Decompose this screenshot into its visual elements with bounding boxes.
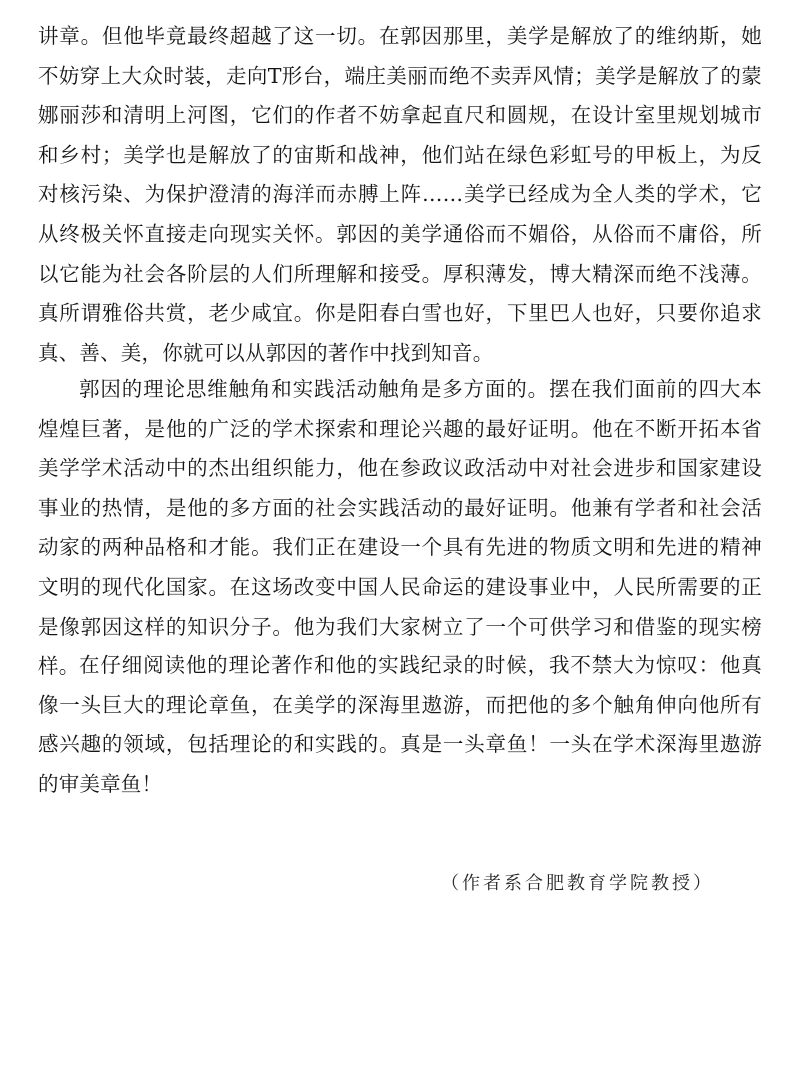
author-signature-note: （作者系合肥教育学院教授） [441,873,714,894]
paragraph-2: 郭因的理论思维触角和实践活动触角是多方面的。摆在我们面前的四大本煌煌巨著，是他的广泛的学术探索和理论兴趣的最好证明。他在不断开拓本省美学学术活动中的杰出组织能力，他在参政议政活动中对社会进步和国家建设事业的热情，是他的多方面的社会实践活动的最好证明。他兼有学者和社会活动家的两种品格和才能。我们正在建设一个具有先进的物质文明和先进的精神文明的现代化国家。在这场改变中国人民命运的建设事业中，人民所需要的正是像郭因这样的知识分子。他为我们大家树立了一个可供学习和借鉴的现实榜样。 [38,377,762,679]
paragraph-3: 在仔细阅读他的理论著作和他的实践纪录的时候，我不禁大为惊叹：他真像一头巨大的理论章鱼，在美学的深海里遨游，而把他的多个触角伸向他所有感兴趣的领域，包括理论的和实践的。真是一头章鱼！一头在学术深海里遨游的审美章鱼！ [38,653,762,796]
paragraph-1: 讲章。但他毕竟最终超越了这一切。在郭因那里，美学是解放了的维纳斯，她不妨穿上大众时装，走向T形台，端庄美丽而绝不卖弄风情；美学是解放了的蒙娜丽莎和清明上河图，它们的作者不妨拿起直尺和圆规，在设计室里规划城市和乡村；美学也是解放了的宙斯和战神，他们站在绿色彩虹号的甲板上，为反对核污染、为保护澄清的海洋而赤膊上阵……美学已经成为全人类的学术，它从终极关怀直接走向现实关怀。郭因的美学通俗而不媚俗，从俗而不庸俗，所以它能为社会各阶层的人们所理解和接受。厚积薄发，博大精深而绝不浅薄。真所谓雅俗共赏，老少咸宜。你是阳春白雪也好，下里巴人也好，只要你追求真、善、美，你就可以从郭因的著作中找到知音。 [38,24,762,365]
